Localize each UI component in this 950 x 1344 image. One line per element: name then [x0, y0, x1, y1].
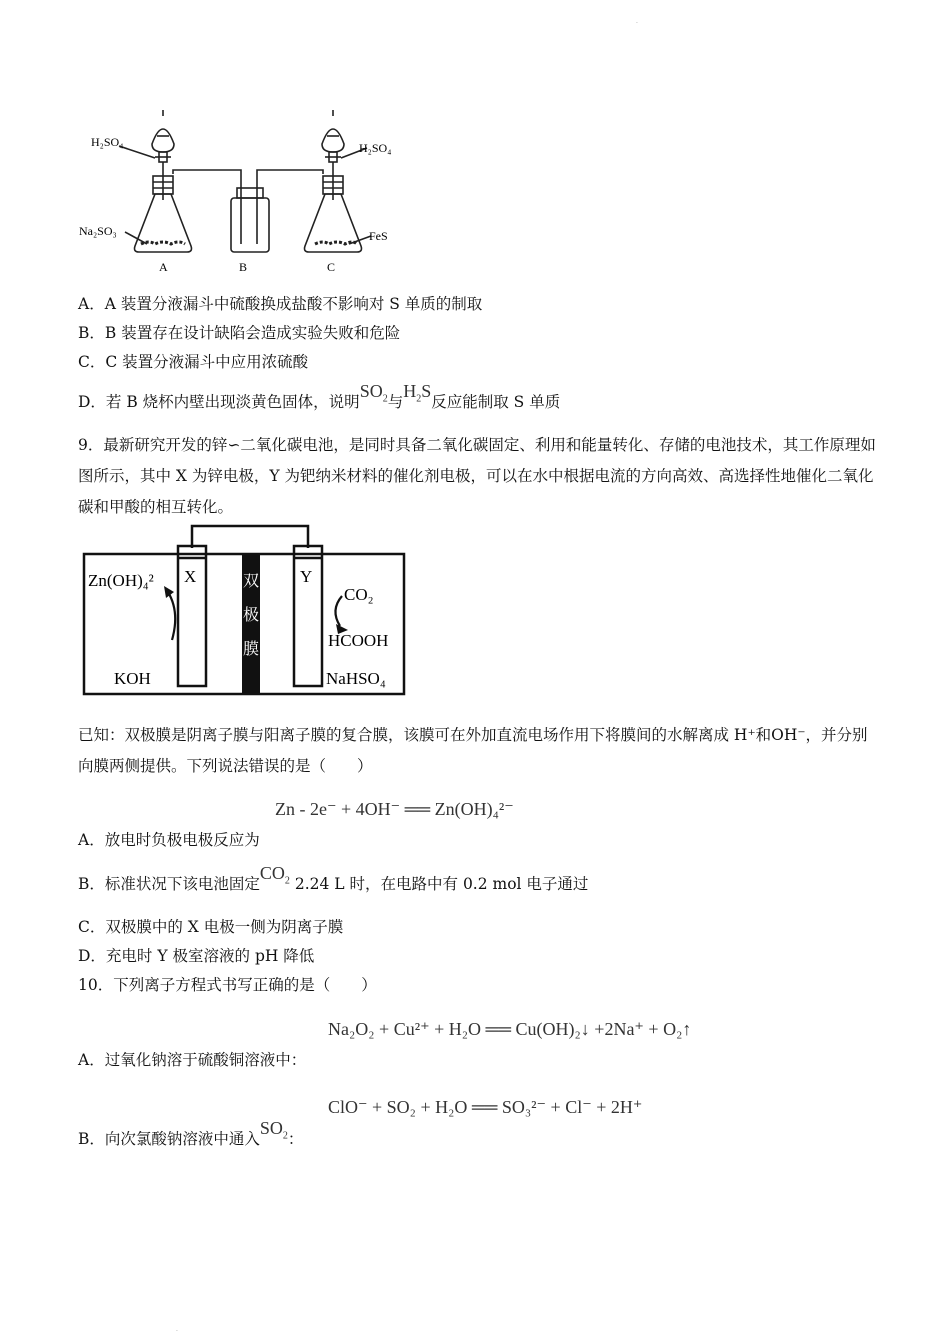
q8-option-d-prefix: D．若 B 烧杯内壁出现淡黄色固体，说明 [78, 393, 360, 411]
q9-equation-a: Zn - 2e⁻ + 4OH⁻ ══ Zn(OH)₄²⁻ [275, 799, 514, 819]
q9-option-b [78, 863, 589, 902]
q10-option-b [78, 1118, 304, 1157]
q10-option-b-suffix: ： [287, 1130, 304, 1148]
battery-figure [80, 520, 410, 698]
apparatus-figure [75, 108, 415, 280]
label-c: C [327, 260, 336, 274]
q8-option-d-mid: 与 [387, 393, 404, 411]
page-mark-top: . [636, 18, 638, 25]
external-wire [192, 526, 308, 548]
q9-option-b-suffix: 2.24 L 时，在电路中有 0.2 mol 电子通过 [294, 875, 589, 893]
label-x: X [184, 567, 197, 586]
arrow-co2 [335, 596, 342, 626]
bottle-b [231, 182, 269, 252]
membrane-char-1: 双 [243, 573, 260, 590]
label-koh: KOH [114, 669, 151, 688]
q10-option-a: A．过氧化钠溶于硫酸铜溶液中： [78, 1051, 307, 1069]
flask-c [305, 110, 362, 252]
label-nahso4: NaHSO₄ [326, 669, 386, 688]
tube-a-b [173, 170, 241, 182]
q8-option-a: A．A 装置分液漏斗中硫酸换成盐酸不影响对 S 单质的制取 [78, 295, 483, 313]
arrow-zn [168, 592, 175, 640]
q10-stem: 10．下列离子方程式书写正确的是（ ） [78, 976, 377, 994]
q10-equation-b: ClO⁻ + SO₂ + H₂O ══ SO₃²⁻ + Cl⁻ + 2H⁺ [328, 1097, 643, 1117]
label-na2so3: Na₂SO₃ [79, 224, 117, 238]
q8-option-d [78, 381, 561, 420]
formula-co2: $CO_2$ [259, 863, 290, 887]
label-a: A [159, 260, 168, 274]
q10-equation-a: Na₂O₂ + Cu²⁺ + H₂O ══ Cu(OH)₂↓ +2Na⁺ + O₂↑ [328, 1019, 692, 1039]
q10-option-b-prefix: B．向次氯酸钠溶液中通入 [78, 1130, 260, 1148]
label-h2so4-left: H₂SO₄ [91, 135, 124, 149]
tube-c-b [257, 170, 323, 182]
q9-option-b-prefix: B．标准状况下该电池固定 [78, 875, 260, 893]
q9-stem: 9．最新研究开发的锌∽二氧化碳电池，是同时具备二氧化碳固定、利用和能量转化、存储的电池技术，其工作原理如图所示，其中 X 为锌电极，Y 为钯纳米材料的催化剂电极，可以在水中根据电流的方向高效、高选择性地催化二氧化碳和甲酸的相互转化。 [78, 436, 876, 516]
label-zn-oh4: Zn(OH)₄² [88, 571, 154, 590]
flask-a [135, 110, 192, 252]
label-y: Y [300, 567, 313, 586]
q9-option-c: C．双极膜中的 X 电极一侧为阴离子膜 [78, 918, 344, 936]
q8-option-d-suffix: 反应能制取 S 单质 [431, 393, 561, 411]
q8-option-c: C．C 装置分液漏斗中应用浓硫酸 [78, 353, 309, 371]
formula-so2-b: $SO_2$ [259, 1118, 288, 1142]
membrane-char-3: 膜 [243, 641, 260, 658]
q9-known: 已知：双极膜是阴离子膜与阳离子膜的复合膜，该膜可在外加直流电场作用下将膜间的水解离成 H⁺和OH⁻，并分别向膜两侧提供。下列说法错误的是（ ） [78, 726, 868, 775]
label-b: B [239, 260, 248, 274]
label-fes: FeS [369, 229, 388, 243]
page-mark-bottom: . [176, 1326, 178, 1333]
label-hcooh: HCOOH [328, 631, 389, 650]
membrane-char-2: 极 [243, 607, 260, 624]
label-h2so4-right: H₂SO₄ [359, 141, 392, 155]
formula-so2: $SO_2$ [359, 381, 388, 405]
label-co2: CO₂ [344, 585, 374, 604]
q9-option-a: A．放电时负极电极反应为 [78, 831, 260, 849]
q9-option-d: D．充电时 Y 极室溶液的 pH 降低 [78, 947, 315, 965]
q8-option-b: B．B 装置存在设计缺陷会造成实验失败和危险 [78, 324, 401, 342]
formula-h2s: $H_2S$ [403, 381, 432, 405]
